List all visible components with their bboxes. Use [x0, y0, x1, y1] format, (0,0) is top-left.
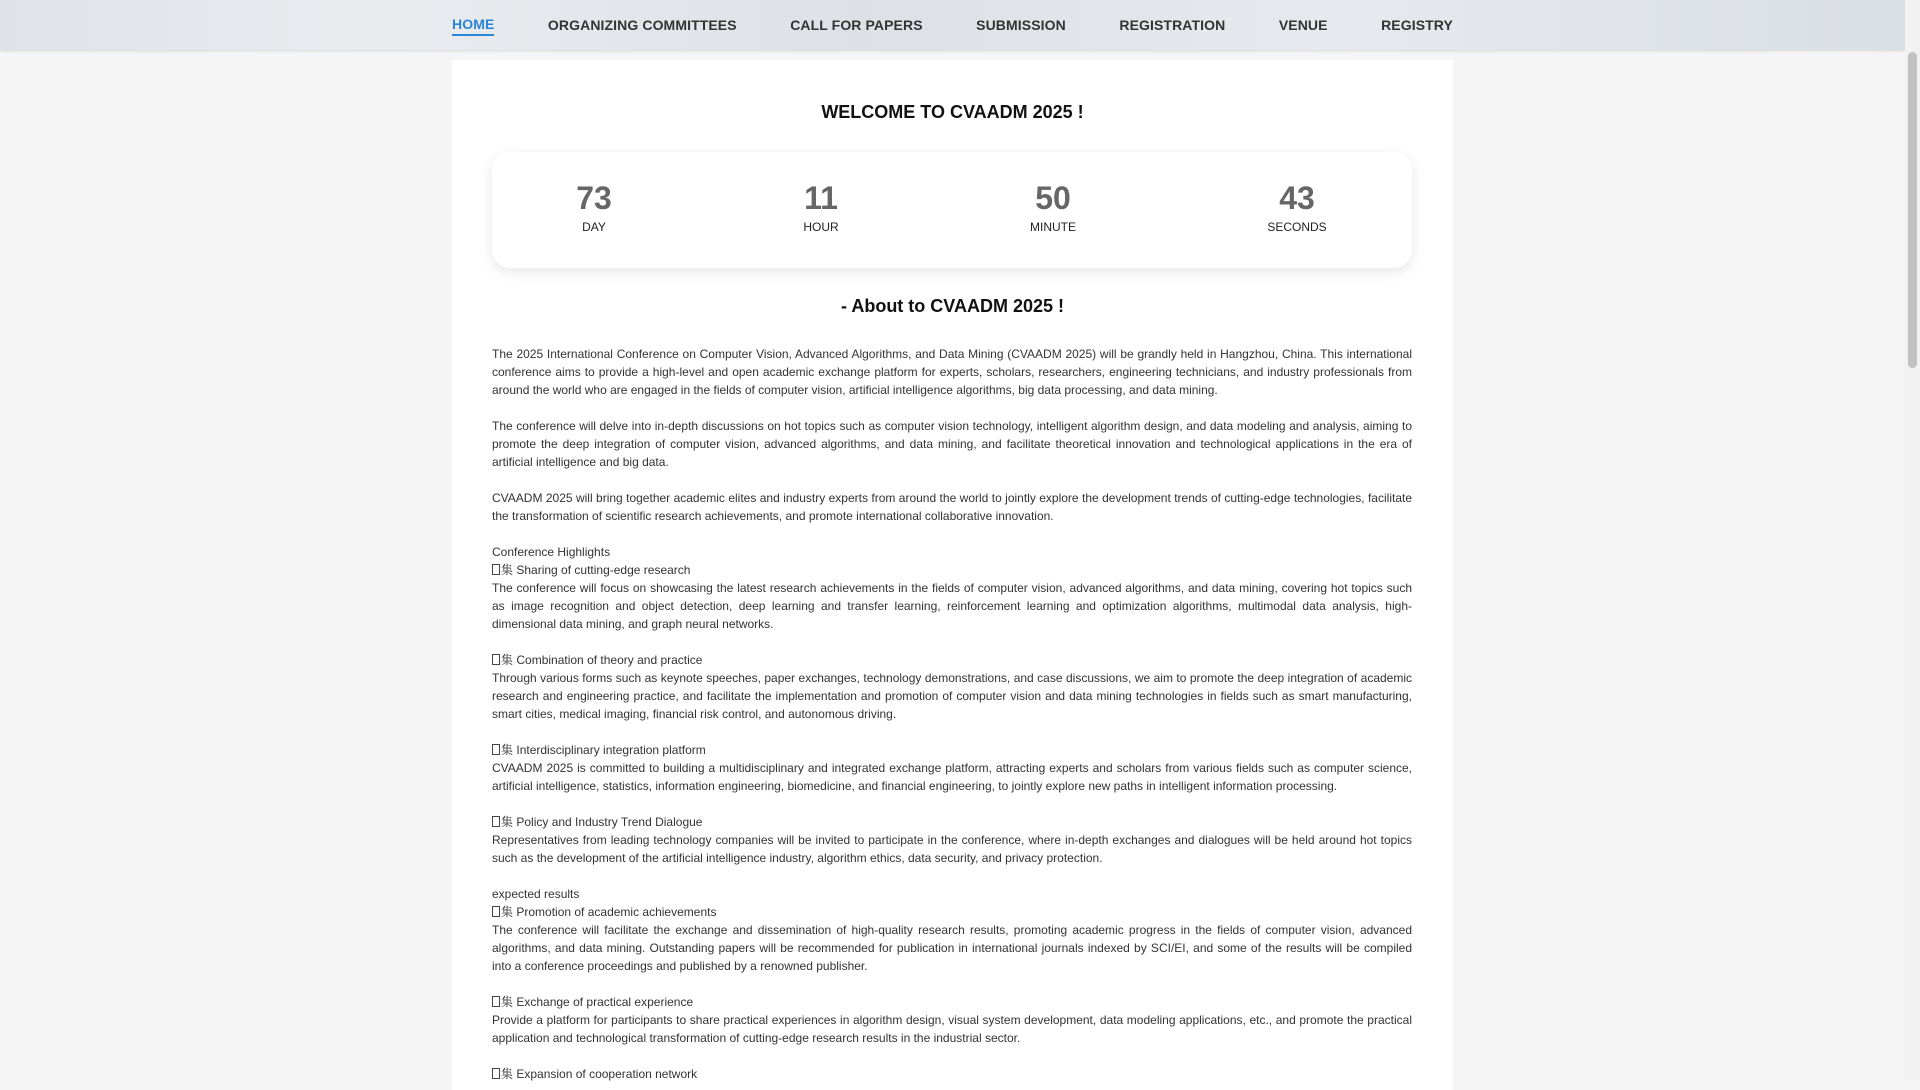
highlight-title-text: Sharing of cutting-edge research: [516, 563, 691, 577]
nav-menu: [452, 0, 1453, 50]
countdown-hour: [761, 178, 881, 234]
result-text: The conference will facilitate the exchange and dissemination of high-quality research results, promoting academic progress in the fields of computer vision, advanced algorithms, and data mining. Outstanding papers will be recommended for publication in international journals indexed by SCI/EI, and some of the results will be compiled into a conference proceedings and published by a renowned publisher.: [492, 923, 1412, 973]
bullet-icon: [492, 816, 500, 827]
highlight-text: CVAADM 2025 is committed to building a multidisciplinary and integrated exchange platform, attracting experts and scholars from various fields such as computer science, artificial intelligence, statistics, information engineering, biomedicine, and financial engineering, to jointly explore new paths in intelligent information processing.: [492, 761, 1412, 793]
about-paragraph: The conference will delve into in-depth discussions on hot topics such as computer vision technology, intelligent algorithm design, and data modeling and analysis, aiming to promote the deep integration of computer vision, advanced algorithms, and data mining, and facilitate theoretical innovation and technological applications in the era of artificial intelligence and big data.: [492, 419, 1412, 469]
bullet-icon: [492, 744, 500, 755]
about-title: - About to CVAADM 2025 !: [841, 296, 1064, 316]
highlight-title-text: Interdisciplinary integration platform: [516, 743, 706, 757]
about-paragraph: CVAADM 2025 will bring together academic elites and industry experts from around the world to jointly explore the development trends of cutting-edge technologies, facilitate the transformation of scientific research achievements, and promote international collaborative innovation.: [492, 491, 1412, 523]
bullet-icon: [492, 996, 500, 1007]
countdown-minute-value: 50: [1035, 180, 1071, 216]
bullet-icon: [492, 564, 500, 575]
highlight-title: [492, 741, 1412, 759]
highlights-heading: Conference Highlights: [492, 545, 611, 559]
result-title-text: Promotion of academic achievements: [516, 905, 717, 919]
bullet-prefix: 集: [501, 905, 514, 919]
nav-item-submission[interactable]: SUBMISSION: [976, 17, 1066, 33]
main-content-panel: [452, 60, 1453, 1090]
highlight-title-text: Combination of theory and practice: [516, 653, 703, 667]
nav-item-organizing-committees[interactable]: ORGANIZING COMMITTEES: [547, 17, 737, 33]
nav-item-home[interactable]: HOME: [452, 14, 494, 36]
bullet-prefix: 集: [501, 563, 514, 577]
result-title-text: Expansion of cooperation network: [516, 1067, 698, 1081]
bullet-prefix: 集: [501, 743, 514, 757]
bullet-prefix: 集: [501, 1067, 514, 1081]
countdown-day: [534, 178, 654, 234]
result-title: [492, 993, 1412, 1011]
countdown-seconds-value: 43: [1279, 180, 1315, 216]
result-title-text: Exchange of practical experience: [516, 995, 694, 1009]
highlight-title: [492, 813, 1412, 831]
countdown-hour-value: 11: [804, 180, 838, 216]
about-paragraph: The 2025 International Conference on Computer Vision, Advanced Algorithms, and Data Mining (CVAADM 2025) will be grandly held in Hangzhou, China. This international conference aims to provide a high-level and open academic exchange platform for experts, scholars, researchers, engineering technicians, and industry professionals from around the world who are engaged in the fields of computer vision, artificial intelligence algorithms, big data processing, and data mining.: [492, 347, 1412, 397]
bullet-prefix: 集: [501, 815, 514, 829]
highlight-text: Representatives from leading technology companies will be invited to participate in the conference, where in-depth exchanges and dialogues will be held around hot topics such as the development of the artificial intelligence industry, algorithm ethics, data security, and privacy protection.: [492, 833, 1412, 865]
highlight-title-text: Policy and Industry Trend Dialogue: [516, 815, 703, 829]
nav-item-registration[interactable]: REGISTRATION: [1119, 17, 1226, 33]
countdown-minute: [993, 178, 1113, 234]
result-title: [492, 1065, 1412, 1083]
bullet-icon: [492, 906, 500, 917]
bullet-prefix: 集: [501, 653, 514, 667]
result-text: Provide a platform for participants to share practical experiences in algorithm design, visual system development, data modeling applications, etc., and promote the practical application and technological transformation of cutting-edge research results in the industrial sector.: [492, 1013, 1412, 1045]
about-body: [492, 345, 1412, 1083]
results-heading: expected results: [492, 887, 580, 901]
countdown-minute-label: MINUTE: [1030, 220, 1076, 234]
scrollbar-thumb[interactable]: [1908, 52, 1917, 368]
countdown-day-label: DAY: [582, 220, 606, 234]
countdown-hour-label: HOUR: [803, 220, 839, 234]
nav-item-registry[interactable]: REGISTRY: [1381, 17, 1453, 33]
countdown-seconds: [1237, 178, 1357, 234]
highlight-text: The conference will focus on showcasing the latest research achievements in the fields of computer vision, advanced algorithms, and data mining, covering hot topics such as image recognition and object detection, deep learning and transfer learning, reinforcement learning and optimization algorithms, multimodal data analysis, high-dimensional data mining, and graph neural networks.: [492, 581, 1412, 631]
highlight-title: [492, 651, 1412, 669]
bullet-icon: [492, 1068, 500, 1079]
nav-item-call-for-papers[interactable]: CALL FOR PAPERS: [790, 17, 923, 33]
highlight-text: Through various forms such as keynote speeches, paper exchanges, technology demonstrations, and case discussions, we aim to promote the deep integration of academic research and engineering practice, and facilitate the implementation and promotion of computer vision and data mining technologies in fields such as smart manufacturing, smart cities, medical imaging, financial risk control, and autonomous driving.: [492, 671, 1412, 721]
highlight-title: [492, 561, 1412, 579]
countdown-day-value: 73: [576, 180, 612, 216]
countdown-seconds-label: SECONDS: [1267, 220, 1327, 234]
welcome-title: WELCOME TO CVAADM 2025 !: [821, 102, 1084, 122]
page-scrollbar[interactable]: [1905, 0, 1920, 1080]
result-title: [492, 903, 1412, 921]
nav-item-venue[interactable]: VENUE: [1278, 17, 1328, 33]
bullet-icon: [492, 654, 500, 665]
bullet-prefix: 集: [501, 995, 514, 1009]
top-nav-bar: [0, 0, 1905, 50]
countdown-card: [492, 152, 1412, 268]
